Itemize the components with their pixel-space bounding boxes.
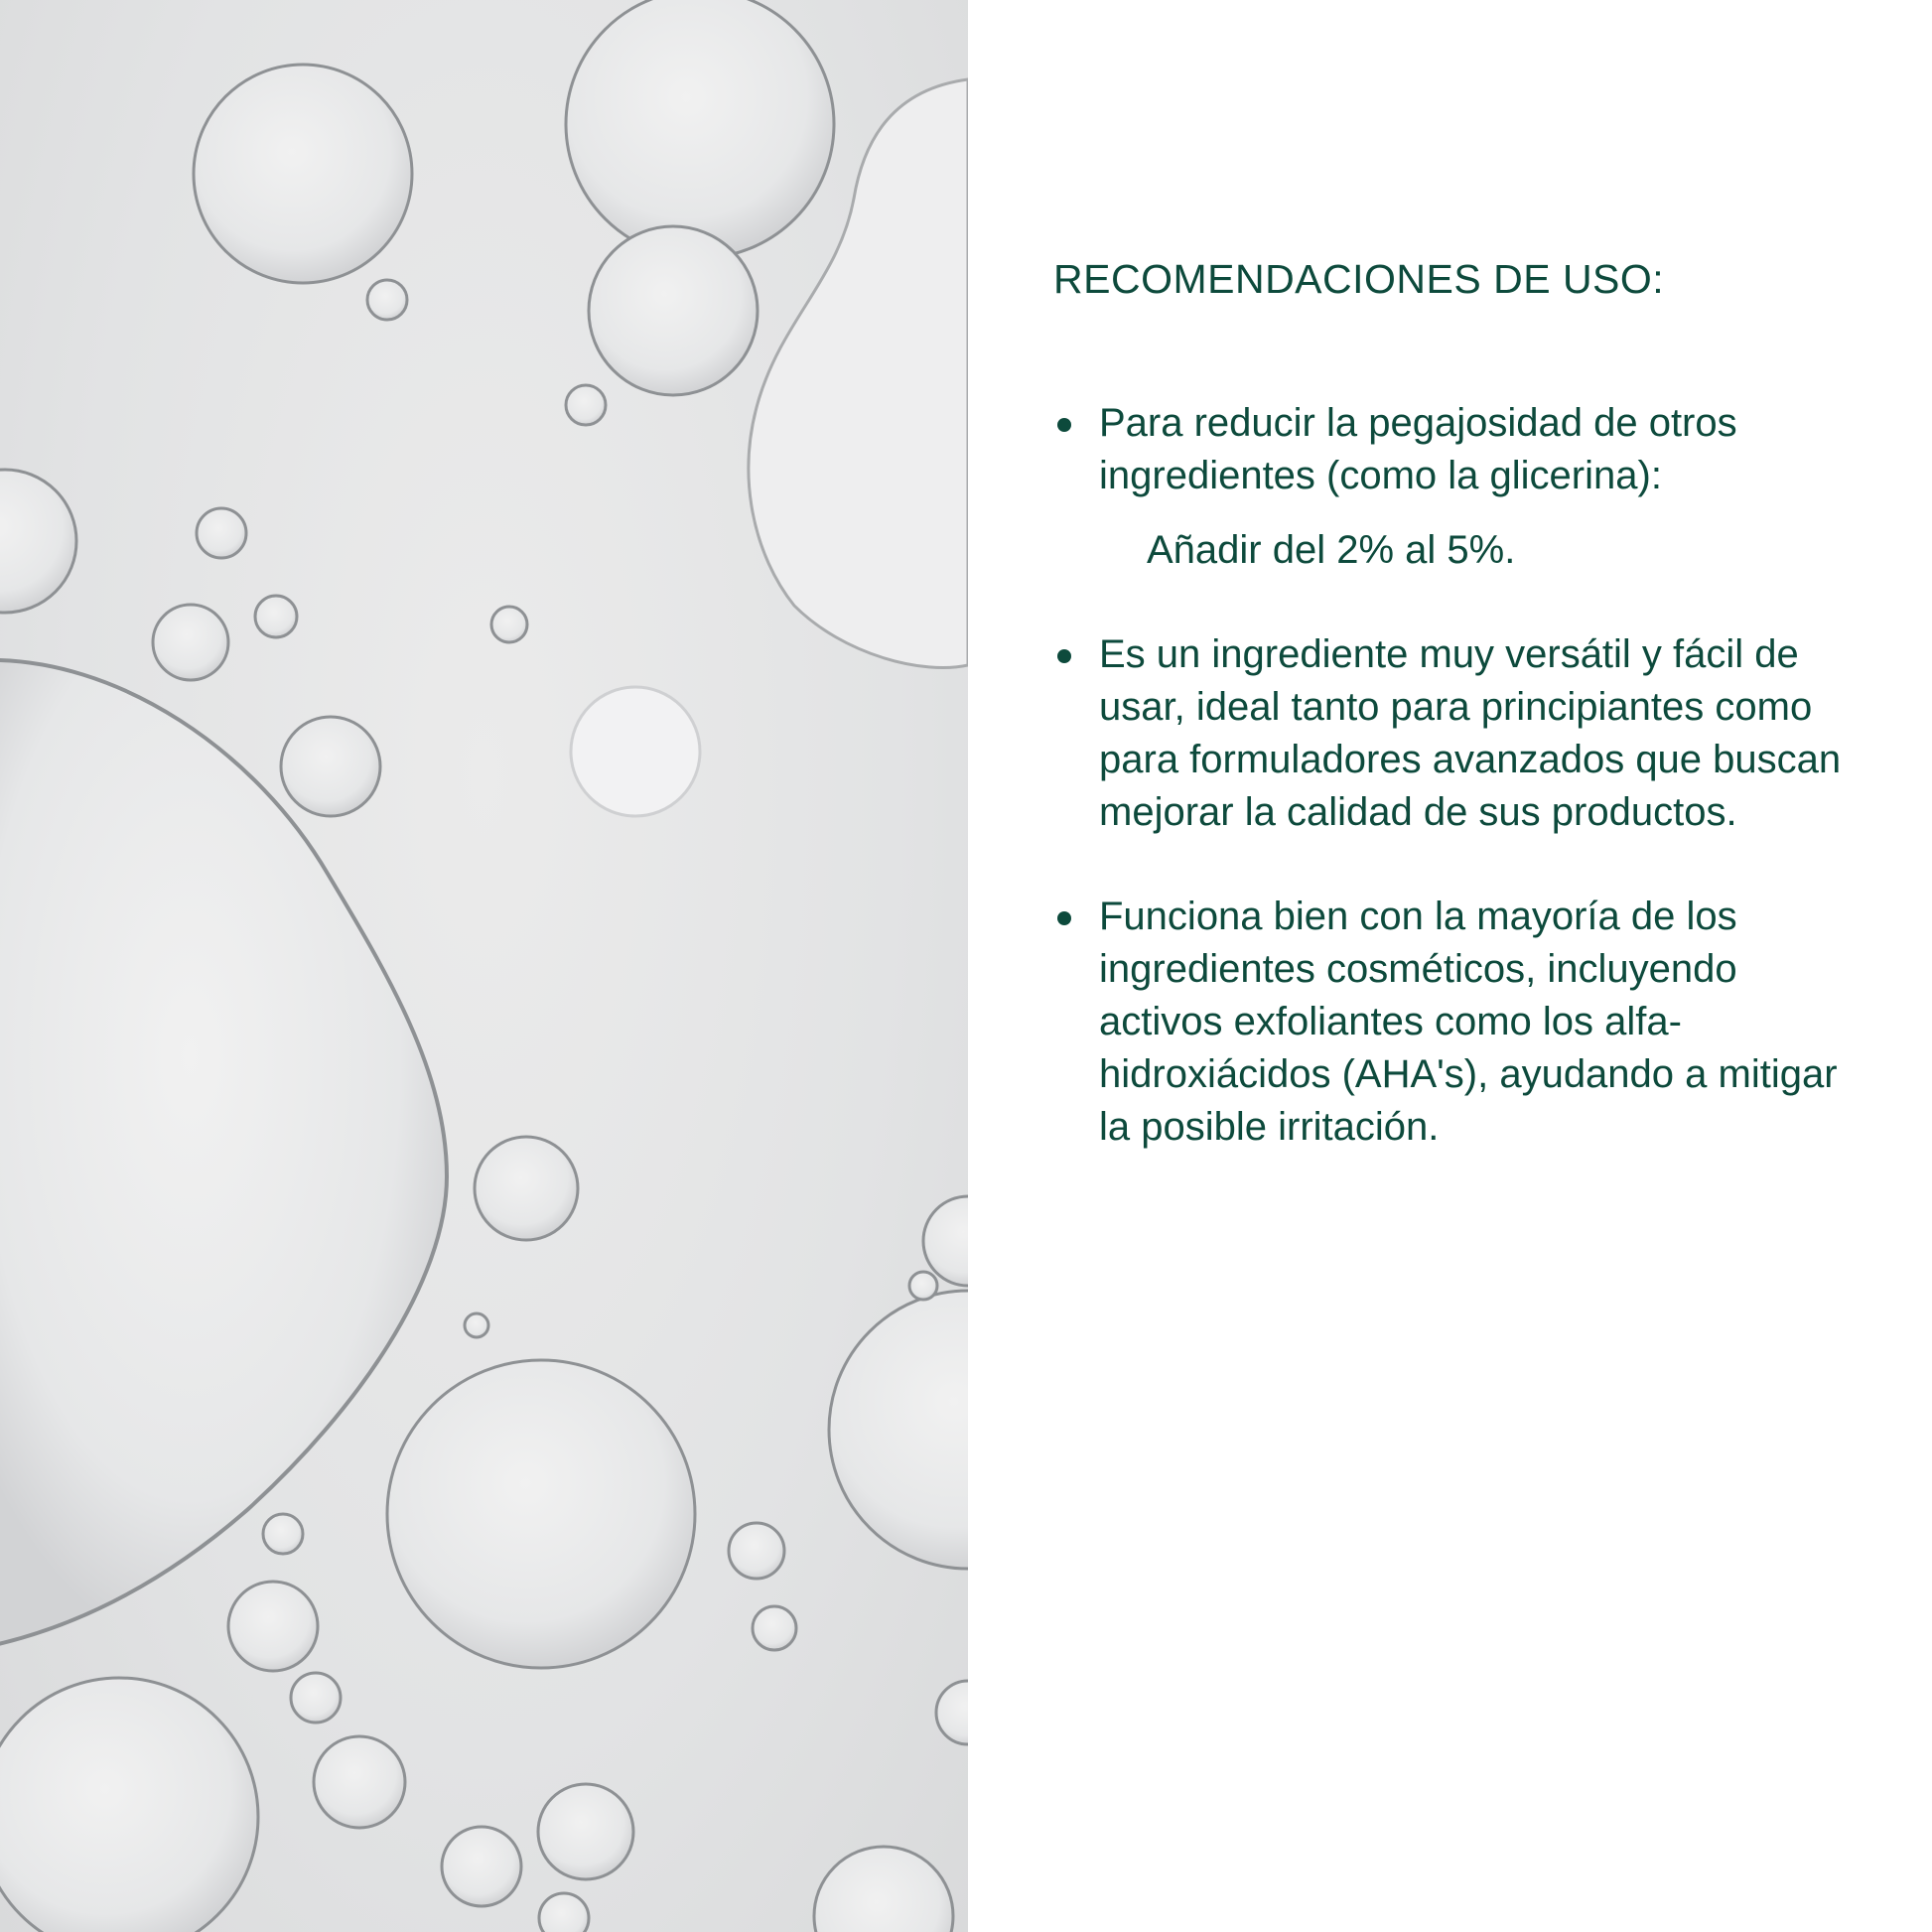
bubble [538,1784,633,1879]
list-item [1053,397,1848,577]
list-item [1053,891,1848,1154]
bubble [491,607,527,642]
bubble [566,0,834,258]
bubble [197,508,246,558]
bubble [281,717,380,816]
bubble [228,1582,318,1671]
bubble [442,1827,521,1906]
list-item-text: Funciona bien con la mayoría de los ingredientes cosméticos, incluyendo activos exfoliantes como los alfa-hidroxiácidos (AHA's), ayudando a mitigar la posible irritación. [1099,895,1838,1149]
bubble [814,1847,953,1932]
large-bubble [0,660,447,1648]
bubble [367,280,407,320]
bubble [909,1272,937,1300]
usage-recommendations-panel [968,0,1932,1932]
bubble [255,596,297,637]
list-item-text: Para reducir la pegajosidad de otros ingredientes (como la glicerina): [1099,401,1737,497]
bubble [153,605,228,680]
bubble [566,385,606,425]
bubble [936,1681,968,1744]
bubble [194,65,412,283]
bubble [729,1523,784,1579]
bubble [0,470,76,613]
list-item [1053,628,1848,839]
bubble [589,226,758,395]
list-item-text: Es un ingrediente muy versátil y fácil de usar, ideal tanto para principiantes como para formuladores avanzados que buscan mejorar la calidad de sus productos. [1099,632,1842,834]
bubble [387,1360,695,1668]
bubble [571,687,700,816]
bubble [465,1313,488,1337]
bubble [0,1678,258,1932]
bubble [829,1291,968,1569]
recommendations-heading: RECOMENDACIONES DE USO: [1053,256,1665,302]
bubble [539,1893,589,1932]
bubble [475,1137,578,1240]
bubble [291,1673,341,1723]
bubble [314,1736,405,1828]
bubble [753,1606,796,1650]
recommendations-list [1053,397,1848,1205]
bubble [263,1514,303,1554]
dosage-note: Añadir del 2% al 5%. [1147,528,1516,572]
